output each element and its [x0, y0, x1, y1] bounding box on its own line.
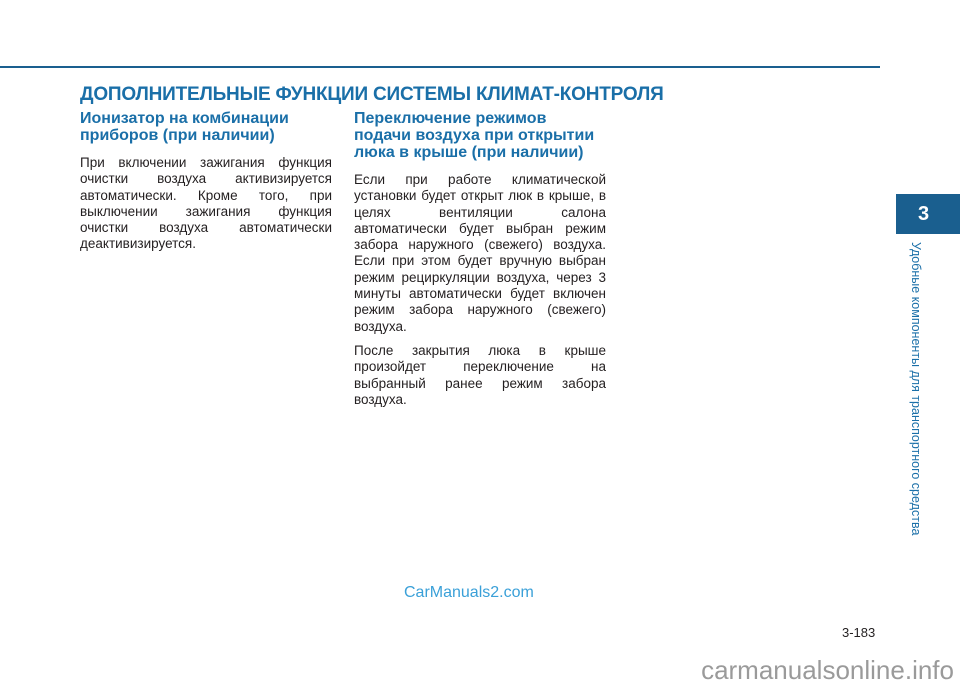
left-column: [80, 110, 332, 261]
sunroof-air-mode-paragraph-2: После закрытия люка в крыше произойдет переключение на выбранный ранее режим забора воздуха.: [354, 342, 606, 407]
header-rule: [0, 66, 880, 68]
ionizer-paragraph: При включении зажигания функция очистки воздуха активизируется автоматически. Кроме того, при выключении зажигания функция очистки воздуха автоматически деактивизируется.: [80, 155, 332, 252]
chapter-tab: 3: [896, 194, 960, 234]
source-banner: carmanualsonline.info: [576, 652, 960, 688]
sunroof-air-mode-paragraph-1: Если при работе климатической установки будет открыт люк в крыше, в целях вентиляции салона автоматически будет выбран режим забора наружного (свежего) воздуха. Если при этом будет вручную выбран режим рециркуляции воздуха, через 3 минуты автоматически будет включен режим забора наружного (свежего) воздуха.: [354, 172, 606, 334]
watermark-link[interactable]: CarManuals2.com: [404, 584, 534, 601]
right-column: [354, 110, 606, 416]
ionizer-heading: Ионизатор на комбинации приборов (при наличии): [80, 110, 289, 144]
chapter-title-vertical: Удобные компоненты для транспортного средства: [909, 242, 923, 536]
page-number: 3-183: [842, 625, 876, 640]
sunroof-air-mode-heading: Переключение режимов подачи воздуха при открытии люка в крыше (при наличии): [354, 110, 595, 161]
section-title: ДОПОЛНИТЕЛЬНЫЕ ФУНКЦИИ СИСТЕМЫ КЛИМАТ-КОНТРОЛЯ: [80, 84, 664, 105]
